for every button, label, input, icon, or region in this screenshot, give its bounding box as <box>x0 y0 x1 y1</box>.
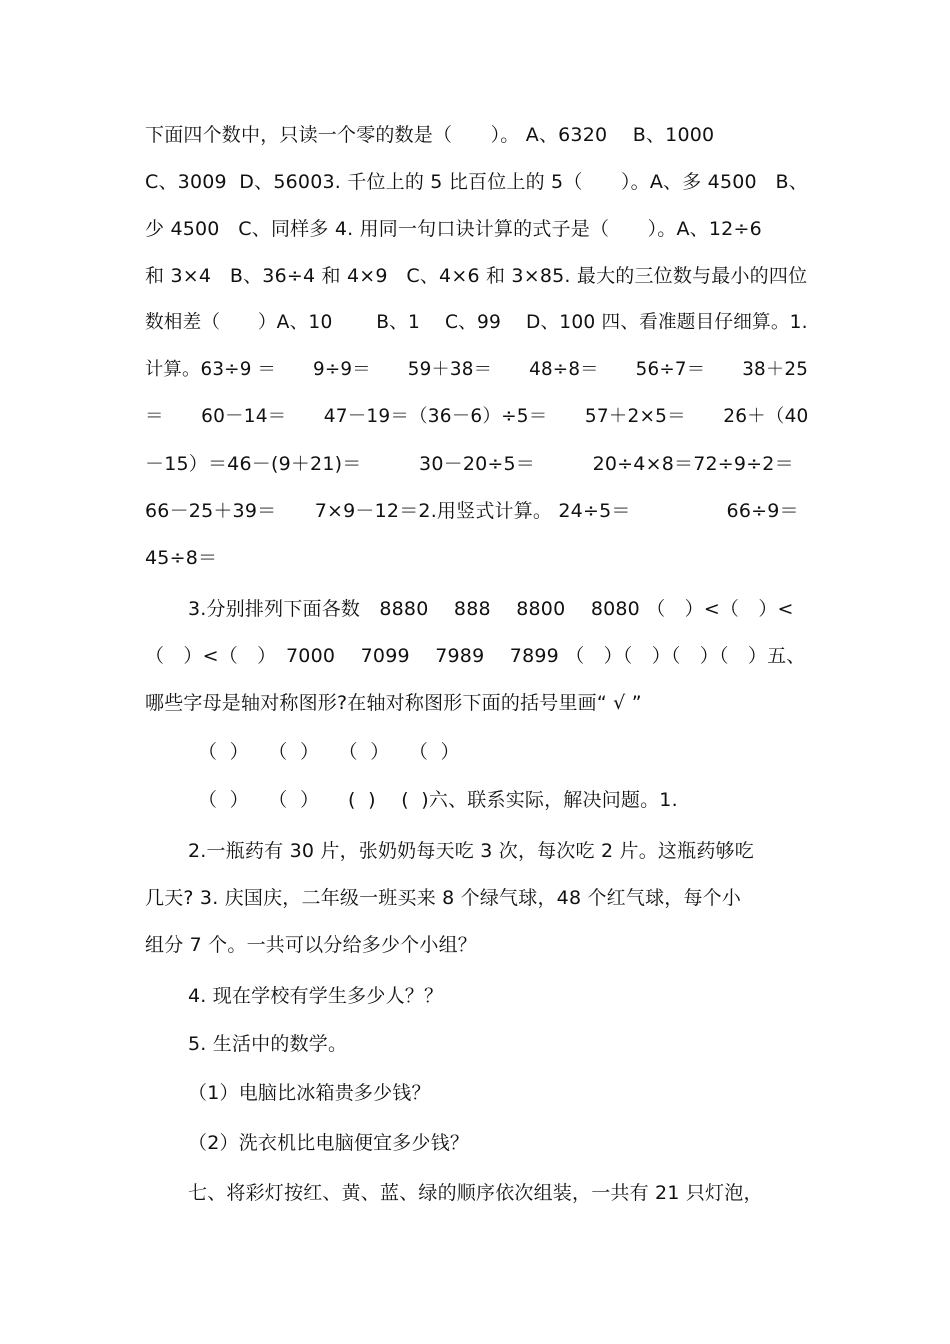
text-line: 45÷8＝ <box>145 547 218 569</box>
text-line: （2）洗衣机比电脑便宜多少钱？ <box>188 1132 470 1154</box>
text-line: 4. 现在学校有学生多少人？？ <box>188 985 444 1007</box>
text-line: 和 3×4 B、36÷4 和 4×9 C、4×6 和 3×85. 最大的三位数与最小的四位 <box>145 265 808 287</box>
text-line: 下面四个数中，只读一个零的数是（ ）。 A、6320 B、1000 <box>145 124 715 146</box>
text-line: 计算。63÷9 ＝ 9÷9＝ 59＋38＝ 48÷8＝ 56÷7＝ 38＋25 <box>145 359 809 380</box>
text-line: 几天? 3. 庆国庆，二年级一班买来 8 个绿气球，48 个红气球，每个小 <box>145 887 742 909</box>
text-line: 数相差（ ）A、10 B、1 C、99 D、100 四、看准题目仔细算。1. <box>145 312 808 333</box>
text-line: 组分 7 个。一共可以分给多少个小组？ <box>145 934 477 956</box>
text-line: （ ）<（ ） 7000 7099 7989 7899 （ ）（ ）（ ）（ ）五、 <box>145 645 806 667</box>
text-line: 5. 生活中的数学。 <box>188 1033 348 1055</box>
text-line: 66－25＋39＝ 7×9－12＝2.用竖式计算。 24÷5＝ 66÷9＝ <box>145 500 799 522</box>
text-line: 七、将彩灯按红、黄、蓝、绿的顺序依次组装，一共有 21 只灯泡， <box>188 1182 763 1204</box>
text-line: C、3009 D、56003. 千位上的 5 比百位上的 5（ ）。A、多 4500 B、 <box>145 171 808 193</box>
text-line: （1）电脑比冰箱贵多少钱？ <box>188 1082 431 1104</box>
text-line: （ ） （ ） ( ) ( )六、联系实际，解决问题。1. <box>198 789 678 811</box>
text-line: ＝ 60－14＝ 47－19＝（36－6）÷5＝ 57＋2×5＝ 26＋（40 <box>145 406 809 427</box>
text-line: 少 4500 C、同样多 4. 用同一句口诀计算的式子是（ ）。A、12÷6 <box>145 218 762 240</box>
text-line: 哪些字母是轴对称图形?在轴对称图形下面的括号里画“ √ ” <box>145 692 642 714</box>
text-line: 2.一瓶药有 30 片，张奶奶每天吃 3 次，每次吃 2 片。这瓶药够吃 <box>188 840 754 862</box>
text-line: －15）＝46－(9＋21)＝ 30－20÷5＝ 20÷4×8＝72÷9÷2＝ <box>145 453 794 475</box>
text-line: 3.分别排列下面各数 8880 888 8800 8080 （ ）<（ ）< <box>188 598 794 620</box>
text-line: （ ） （ ） （ ） （ ） <box>198 741 460 763</box>
